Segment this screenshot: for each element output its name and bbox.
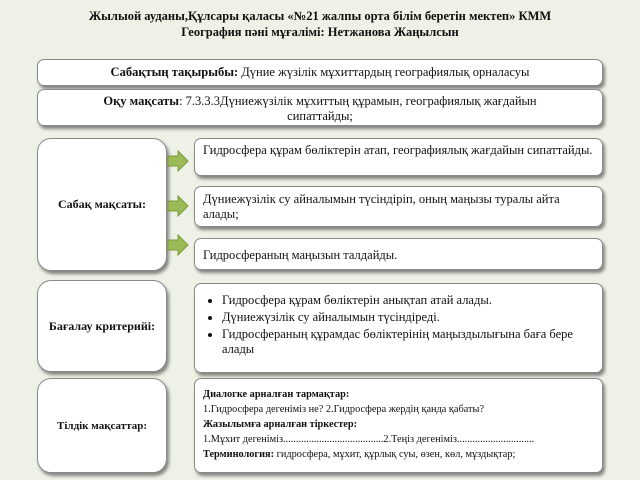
objective-text: : 7.3.3.3Дүниежүзілік мұхиттың құрамын, географиялық жағдайын сипаттайды; xyxy=(179,94,537,123)
criteria-label xyxy=(37,280,167,372)
language-box xyxy=(194,378,603,473)
criteria-item: • Дүниежүзілік су айналымын түсіндіреді. xyxy=(222,310,592,325)
lesson-goals-label-text: Сабақ мақсаты: xyxy=(57,197,146,211)
teacher-line: География пәні мұғалімі: Нетжанова Жаңылсын xyxy=(181,25,459,39)
dialog-title: Диалогке арналған тармақтар: xyxy=(203,389,350,400)
lesson-goal-text: Гидросфера құрам бөліктерін атап, географиялық жағдайын сипаттайды. xyxy=(203,143,593,157)
language-label-text: Тілдік мақсаттар: xyxy=(57,419,147,432)
criteria-item: • Гидросфераның құрамдас бөліктерінің маңыздылығына баға бере алады xyxy=(222,327,592,357)
dialog-text: 1.Гидросфера дегеніміз не? 2.Гидросфера жердің қанда қабаты? xyxy=(203,404,485,415)
criteria-box xyxy=(194,283,603,373)
document-header xyxy=(0,8,640,40)
topic-label: Сабақтың тақырыбы: xyxy=(110,65,239,79)
phrases-text: 1.Мұхит дегеніміз.......................................2.Теңіз дегеніміз.............................. xyxy=(203,434,535,445)
phrases-title: Жазылымға арналған тіркестер: xyxy=(203,419,358,430)
criteria-list xyxy=(207,293,592,357)
objective-label: Оқу мақсаты xyxy=(103,94,180,108)
terms-title: Терминология: xyxy=(203,449,275,460)
lesson-goal-2 xyxy=(194,186,603,227)
objective-box xyxy=(37,89,603,126)
terms-text: гидросфера, мұхит, құрлық суы, өзен, көл, мұздықтар; xyxy=(274,449,516,460)
lesson-goal-text: Дүниежүзілік су айналымын түсіндіріп, оның маңызы туралы айта алады; xyxy=(203,192,560,221)
lesson-goal-1 xyxy=(194,138,603,176)
arrow-icon xyxy=(167,234,189,256)
lesson-goal-text: Гидросфераның маңызын талдайды. xyxy=(203,248,398,262)
lesson-goals-label xyxy=(37,138,167,271)
arrow-icon xyxy=(167,195,189,217)
lesson-goal-3 xyxy=(194,238,603,270)
language-label xyxy=(37,378,167,473)
criteria-label-text: Бағалау критерийі: xyxy=(48,319,156,333)
school-line: Жылыой ауданы,Құлсары қаласы «№21 жалпы орта білім беретін мектеп» КММ xyxy=(88,9,552,23)
topic-text: Дүние жүзілік мұхиттардың географиялық орналасуы xyxy=(238,65,530,79)
topic-box xyxy=(37,59,603,86)
criteria-item: • Гидросфера құрам бөліктерін анықтап атай алады. xyxy=(222,293,592,308)
arrow-icon xyxy=(167,150,189,172)
